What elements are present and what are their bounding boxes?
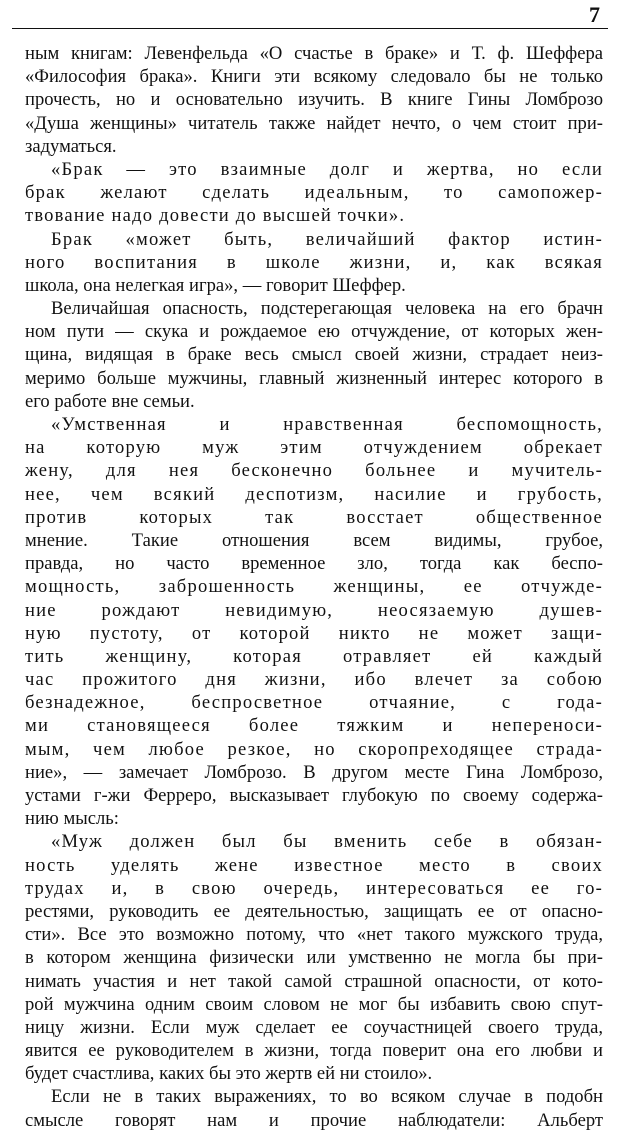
text-line: брак желают сделать идеальным, то самопожер- (25, 182, 603, 204)
text-line: твование надо довести до высшей точки». (25, 205, 406, 227)
text-line: мощность, заброшенность женщины, ее отчужде- (25, 576, 603, 598)
text-line: на которую муж этим отчуждением обрекает (25, 437, 603, 459)
text-line: жену, для нея бесконечно больнее и мучитель- (25, 460, 603, 482)
text-line: смысле говорят нам и прочие наблюдатели: Альберт (25, 1109, 603, 1131)
text-line: ным книгам: Левенфельда «О счастье в браке» и Т. ф. Шеффера (25, 43, 603, 64)
text-line: тить женщину, которая отравляет ей каждый (25, 645, 603, 667)
text-line: «Муж должен был бы вменить себе в обязан- (51, 831, 603, 853)
text-line: Если не в таких выражениях, то во всяком случае в подобн (51, 1086, 603, 1108)
text-line: «Брак — это взаимные долг и жертва, но если (51, 158, 603, 180)
text-line: рой мужчина одним своим словом не мог бы избавить свою спут- (25, 993, 603, 1015)
text-line: против которых так восстает общественное (25, 506, 603, 528)
text-line: нию мысль: (25, 808, 119, 830)
text-line: задуматься. (25, 135, 117, 157)
text-line: трудах и, в свою очередь, интересоваться ее го- (25, 877, 603, 899)
text-line: сти». Все это возможно потому, что «нет такого мужского труда, (25, 924, 603, 946)
body-text (25, 42, 603, 1132)
text-line: ние рождают невидимую, неосязаемую душев- (25, 599, 603, 621)
text-line: явится ее руководителем в жизни, тогда поверит она его любви и (25, 1040, 603, 1062)
text-line: ми становящееся более тяжким и непереноси- (25, 715, 603, 737)
text-line: нимать участия и нет такой самой страшной опасности, от кото- (25, 970, 603, 992)
text-line: Брак «может быть, величайший фактор истин- (51, 228, 603, 250)
text-line: ницу жизни. Если муж сделает ее соучастницей своего труда, (25, 1016, 603, 1038)
text-line: «Душа женщины» читатель также найдет нечто, о чем стоит при- (25, 112, 603, 134)
text-line: нее, чем всякий деспотизм, насилие и грубость, (25, 483, 603, 505)
text-line: школа, она нелегкая игра», — говорит Шеффер. (25, 274, 406, 296)
text-line: безнадежное, беспросветное отчаяние, с года- (25, 692, 603, 714)
text-line: ного воспитания в школе жизни, и, как всякая (25, 251, 603, 273)
header-rule (12, 28, 608, 29)
text-line: ность уделять жене известное место в своих (25, 854, 603, 876)
text-line: мым, чем любое резкое, но скоропреходящее страда- (25, 738, 603, 760)
text-line: будет счастлива, каких бы это жертв ей ни стоило». (25, 1063, 433, 1085)
text-line: «Философия брака». Книги эти всякому следовало бы не только (25, 66, 603, 88)
text-line: ном пути — скука и рождаемое ею отчуждение, от которых жен- (25, 321, 603, 343)
text-line: Величайшая опасность, подстерегающая человека на его брачн (51, 298, 603, 320)
page-number: 7 (589, 2, 600, 27)
text-line: в котором женщина физически или умственно не могла бы при- (25, 947, 603, 969)
text-line: рестями, руководить ее деятельностью, защищать ее от опасно- (25, 900, 603, 922)
text-line: устами г-жи Ферреро, высказывает глубокую по своему содержа- (25, 785, 603, 806)
text-line: ную пустоту, от которой никто не может защи- (25, 622, 603, 644)
text-line: правда, но часто временное зло, тогда как беспо- (25, 553, 603, 575)
text-line: прочесть, но и основательно изучить. В книге Гины Ломброзо (25, 89, 603, 111)
text-line: его работе вне семьи. (25, 390, 195, 412)
text-line: мнение. Такие отношения всем видимы, грубое, (25, 529, 603, 551)
text-line: «Умственная и нравственная беспомощность, (51, 414, 603, 435)
text-line: ние», — замечает Ломброзо. В другом месте Гина Ломброзо, (25, 761, 603, 783)
text-line: час прожитого дня жизни, ибо влечет за собою (25, 669, 603, 691)
text-line: меримо больше мужчины, главный жизненный интерес которого в (25, 367, 603, 389)
text-line: щина, видящая в браке весь смысл своей жизни, страдает неиз- (25, 344, 603, 366)
